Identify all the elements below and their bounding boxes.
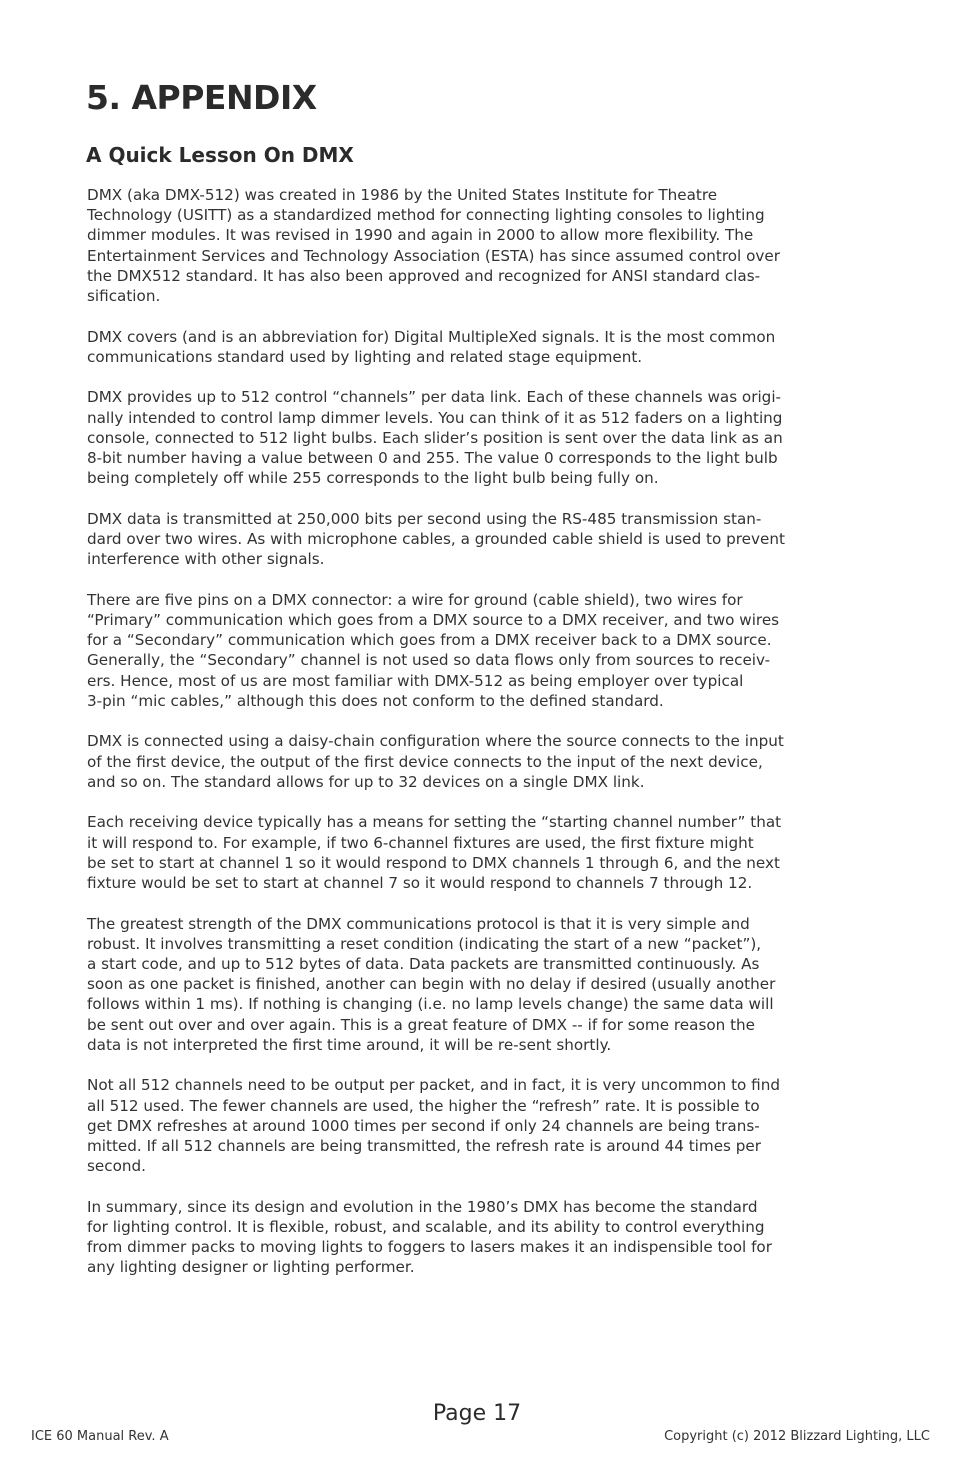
text-line: be set to start at channel 1 so it would respond to DMX channels 1 through 6, and the next: [87, 853, 780, 872]
paragraph-1: [87, 185, 877, 306]
text-line: Technology (USITT) as a standardized method for connecting lighting consoles to lighting: [87, 206, 765, 225]
text-line: dimmer modules. It was revised in 1990 and again in 2000 to allow more flexibility. The: [87, 226, 754, 245]
text-line: Each receiving device typically has a means for setting the “starting channel number” that: [87, 813, 782, 832]
text-line: DMX covers (and is an abbreviation for) Digital MultipleXed signals. It is the most common: [87, 327, 776, 346]
text-line: “Primary” communication which goes from a DMX source to a DMX receiver, and two wires: [87, 611, 780, 630]
text-line: DMX data is transmitted at 250,000 bits per second using the RS-485 transmission stan-: [87, 509, 762, 528]
text-line: DMX provides up to 512 control “channels” per data link. Each of these channels was origi-: [87, 388, 782, 407]
paragraph-8: [87, 914, 877, 1055]
text-line: Generally, the “Secondary” channel is not used so data flows only from sources to receiv-: [87, 651, 771, 670]
text-line: follows within 1 ms). If nothing is changing (i.e. no lamp levels change) the same data will: [87, 995, 774, 1014]
text-line: mitted. If all 512 channels are being transmitted, the refresh rate is around 44 times per: [87, 1137, 762, 1156]
text-line: ers. Hence, most of us are most familiar with DMX-512 as being employer over typical: [87, 671, 744, 690]
text-line: console, connected to 512 light bulbs. Each slider’s position is sent over the data link as an: [87, 428, 783, 447]
paragraph-7: [87, 812, 877, 893]
section-heading: A Quick Lesson On DMX: [86, 143, 354, 167]
text-line: communications standard used by lighting and related stage equipment.: [87, 347, 643, 366]
text-line: data is not interpreted the first time around, it will be re-sent shortly.: [87, 1035, 612, 1054]
text-line: dard over two wires. As with microphone cables, a grounded cable shield is used to prevent: [87, 530, 785, 549]
text-line: nally intended to control lamp dimmer levels. You can think of it as 512 faders on a lighting: [87, 408, 783, 427]
paragraph-3: [87, 387, 877, 488]
body-text: [87, 185, 877, 1298]
text-line: be sent out over and over again. This is a great feature of DMX -- if for some reason the: [87, 1015, 756, 1034]
page-number: Page 17: [432, 1401, 522, 1426]
text-line: DMX (aka DMX-512) was created in 1986 by the United States Institute for Theatre: [87, 186, 718, 204]
paragraph-2: [87, 327, 877, 367]
footer-copyright: Copyright (c) 2012 Blizzard Lighting, LLC: [664, 1429, 930, 1444]
text-line: a start code, and up to 512 bytes of data. Data packets are transmitted continuously. As: [87, 955, 760, 974]
page-title: 5. APPENDIX: [86, 78, 317, 117]
text-line: sification.: [87, 287, 161, 306]
text-line: get DMX refreshes at around 1000 times per second if only 24 channels are being trans-: [87, 1116, 760, 1135]
text-line: any lighting designer or lighting performer.: [87, 1258, 415, 1277]
text-line: of the first device, the output of the first device connects to the input of the next device,: [87, 752, 763, 771]
text-line: interference with other signals.: [87, 550, 325, 569]
text-line: 8-bit number having a value between 0 and 255. The value 0 corresponds to the light bulb: [87, 449, 778, 468]
text-line: Not all 512 channels need to be output per packet, and in fact, it is very uncommon to find: [87, 1076, 780, 1095]
text-line: In summary, since its design and evolution in the 1980’s DMX has become the standard: [87, 1197, 758, 1216]
footer-manual-title: ICE 60 Manual Rev. A: [31, 1429, 169, 1444]
text-line: robust. It involves transmitting a reset condition (indicating the start of a new “packet”),: [87, 934, 762, 953]
text-line: from dimmer packs to moving lights to foggers to lasers makes it an indispensible tool for: [87, 1238, 772, 1257]
text-line: 3-pin “mic cables,” although this does not conform to the defined standard.: [87, 691, 664, 710]
text-line: being completely off while 255 corresponds to the light bulb being fully on.: [87, 469, 659, 488]
text-line: it will respond to. For example, if two 6-channel fixtures are used, the first fixture might: [87, 833, 754, 852]
paragraph-5: [87, 590, 877, 711]
text-line: There are five pins on a DMX connector: a wire for ground (cable shield), two wires for: [87, 590, 743, 609]
text-line: DMX is connected using a daisy-chain configuration where the source connects to the input: [87, 732, 784, 751]
paragraph-4: [87, 509, 877, 570]
paragraph-10: [87, 1197, 877, 1278]
text-line: all 512 used. The fewer channels are used, the higher the “refresh” rate. It is possible to: [87, 1096, 760, 1115]
text-line: soon as one packet is finished, another can begin with no delay if desired (usually another: [87, 975, 776, 994]
paragraph-9: [87, 1075, 877, 1176]
text-line: for a “Secondary” communication which goes from a DMX receiver back to a DMX source.: [87, 631, 772, 650]
text-line: The greatest strength of the DMX communications protocol is that it is very simple and: [87, 914, 750, 933]
text-line: and so on. The standard allows for up to 32 devices on a single DMX link.: [87, 772, 645, 791]
text-line: Entertainment Services and Technology Association (ESTA) has since assumed control over: [87, 246, 780, 265]
text-line: the DMX512 standard. It has also been approved and recognized for ANSI standard clas-: [87, 266, 761, 285]
paragraph-6: [87, 731, 877, 792]
text-line: for lighting control. It is flexible, robust, and scalable, and its ability to control everything: [87, 1218, 765, 1237]
text-line: fixture would be set to start at channel 7 so it would respond to channels 7 through 12.: [87, 874, 753, 893]
text-line: second.: [87, 1157, 146, 1176]
